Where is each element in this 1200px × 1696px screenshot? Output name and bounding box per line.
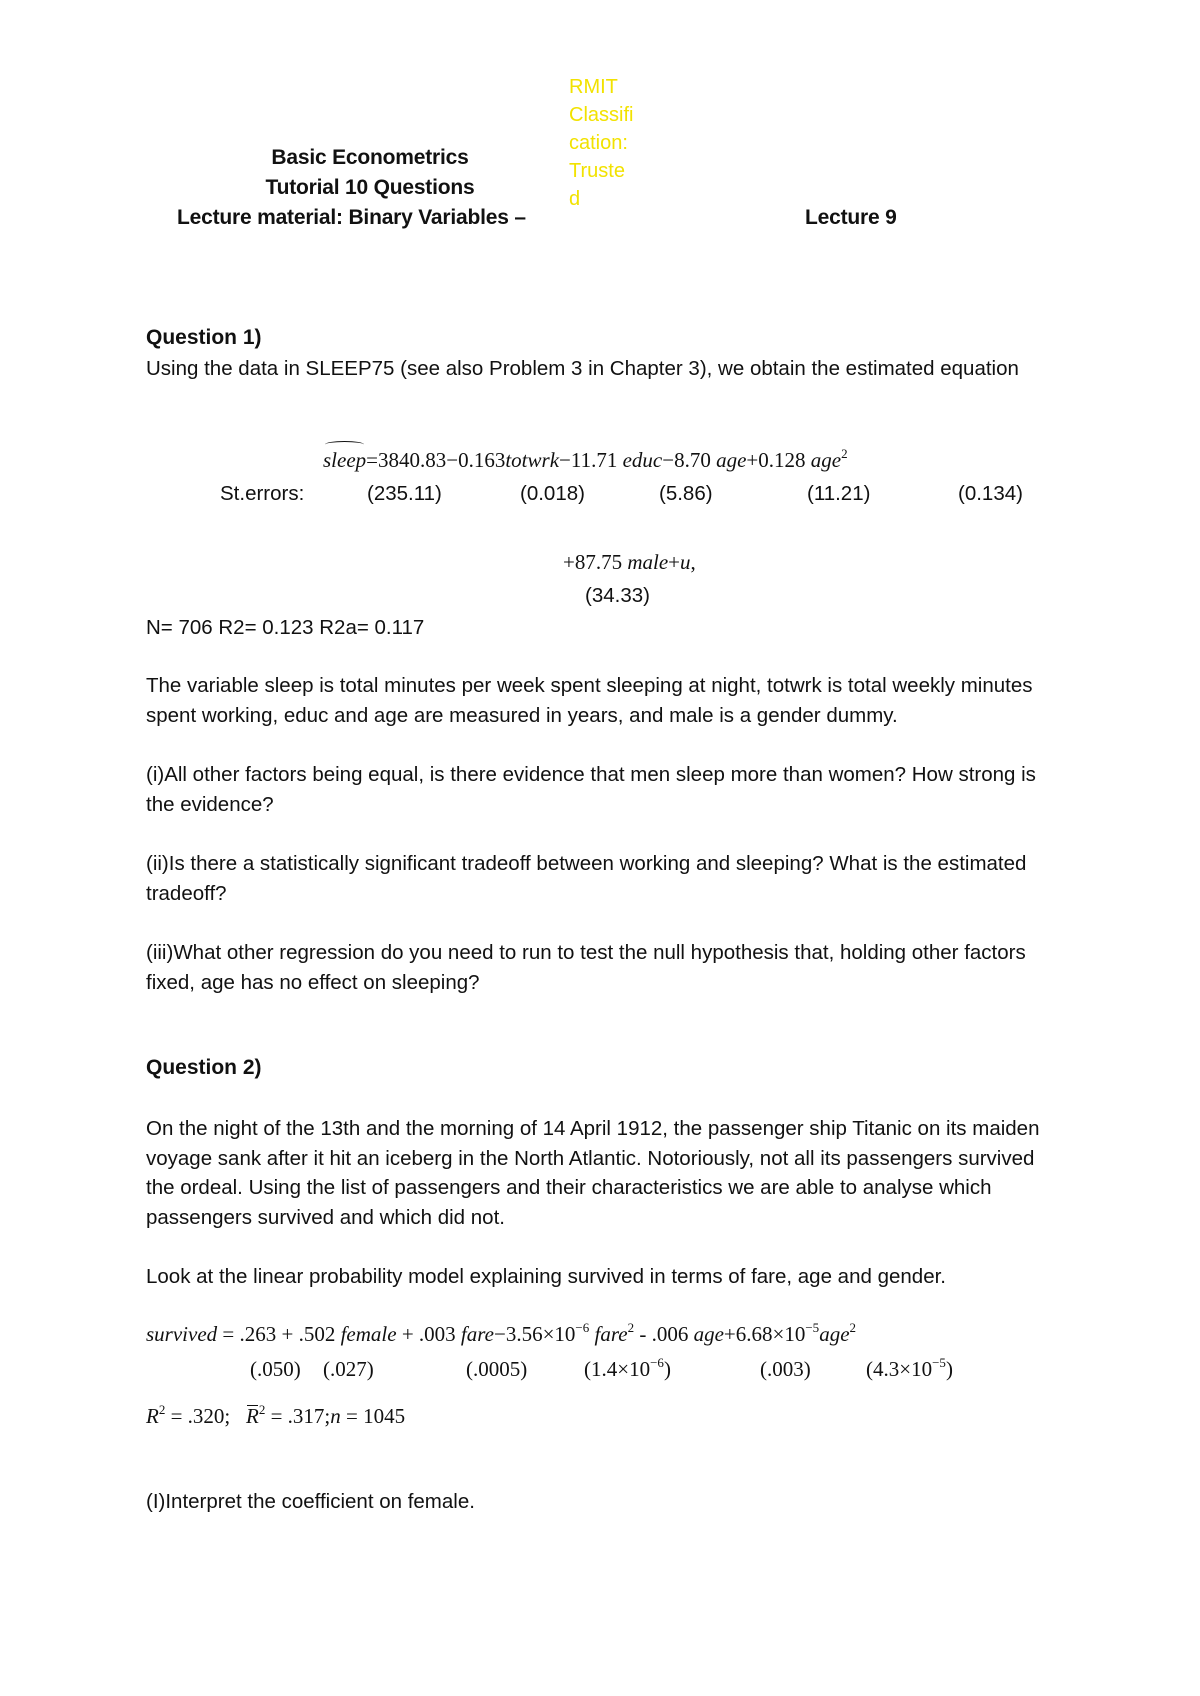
q1-part-iii: (iii)What other regression do you need to run to test the null hypothesis that, holding other factors fixed, age has no effect on sleeping? xyxy=(146,941,1026,994)
eq-coef: .502 xyxy=(298,1322,336,1346)
doc-subtitle: Tutorial 10 Questions xyxy=(265,176,475,199)
se-value: (.0005) xyxy=(466,1357,528,1381)
eq-end: , xyxy=(690,550,696,574)
q2-paragraph-2: Look at the linear probability model explaining survived in terms of fare, age and gender. xyxy=(146,1265,946,1288)
eq-coef: 3.56×10 xyxy=(505,1322,576,1346)
eq-op: + xyxy=(746,448,759,472)
se-value: (.050) xyxy=(250,1357,301,1381)
classification-line: Classifi xyxy=(569,104,634,126)
eq-var: u xyxy=(680,550,691,574)
q1-equation-cont xyxy=(563,550,696,575)
eq-coef: 0.163 xyxy=(458,448,506,472)
q2-paragraph-1: On the night of the 13th and the morning of 14 April 1912, the passenger ship Titanic on its maiden voyage sank after it hit an iceberg in the North Atlantic. Notoriously, not all its passengers survived the ordeal. Using the list of passengers and their characteristics we are able to analyse which passengers survived and which did not. xyxy=(146,1117,1040,1229)
eq-coef: 11.71 xyxy=(570,448,618,472)
se-value-sci xyxy=(584,1357,671,1382)
eq-exponent: 2 xyxy=(841,446,848,461)
q2-heading: Question 2) xyxy=(146,1056,262,1079)
r2-symbol: R xyxy=(146,1404,159,1428)
se-value: (11.21) xyxy=(807,482,871,505)
se-close: ) xyxy=(663,1357,671,1381)
r2-value: = .320; xyxy=(165,1404,231,1428)
eq-var: fare xyxy=(460,1322,494,1346)
eq-var: age xyxy=(716,448,747,472)
adj-r2-value: = .317; xyxy=(265,1404,331,1428)
q1-intro: Using the data in SLEEP75 (see also Problem 3 in Chapter 3), we obtain the estimated equation xyxy=(146,357,1019,380)
lecture-material: Lecture material: Binary Variables – xyxy=(177,206,526,229)
eq-op: + xyxy=(401,1322,414,1346)
se-value: (0.018) xyxy=(520,482,585,505)
lecture-number: Lecture 9 xyxy=(805,206,897,229)
eq-exponent: 2 xyxy=(849,1320,857,1335)
se-label: St.errors: xyxy=(220,482,305,505)
eq-var: female xyxy=(340,1322,397,1346)
se-value-sci xyxy=(866,1357,953,1382)
eq-op: + xyxy=(723,1322,736,1346)
eq-var: age xyxy=(810,448,842,472)
se-exponent: −6 xyxy=(650,1355,664,1370)
classification-line: cation: xyxy=(569,132,628,154)
se-value: (.027) xyxy=(323,1357,374,1381)
classification-line: Truste xyxy=(569,160,625,182)
doc-title: Basic Econometrics xyxy=(271,146,469,169)
eq-coef: 8.70 xyxy=(674,448,711,472)
eq-op: − xyxy=(493,1322,506,1346)
eq-op: − xyxy=(446,448,459,472)
eq-op: − xyxy=(662,448,675,472)
eq-coef: 0.128 xyxy=(758,448,806,472)
q2-equation xyxy=(146,1322,856,1347)
se-close: ) xyxy=(945,1357,953,1381)
r2-exponent: 2 xyxy=(158,1402,166,1417)
eq-coef: 87.75 xyxy=(574,550,623,574)
eq-op: − xyxy=(559,448,571,472)
eq-var: fare xyxy=(594,1322,628,1346)
se-value: (.003) xyxy=(760,1357,811,1381)
se-value: (0.134) xyxy=(958,482,1023,505)
q1-part-ii: (ii)Is there a statistically significant tradeoff between working and sleeping? What is the estimated tradeoff? xyxy=(146,852,1027,905)
se-value: (34.33) xyxy=(585,584,650,607)
eq-sign: = xyxy=(366,448,378,472)
eq-sign: = .263 + xyxy=(222,1322,294,1346)
eq-exponent: −6 xyxy=(575,1320,590,1335)
eq-exponent: −5 xyxy=(805,1320,820,1335)
se-mantissa: (4.3×10 xyxy=(866,1357,933,1381)
eq-coef: .003 xyxy=(418,1322,456,1346)
n-value: = 1045 xyxy=(340,1404,406,1428)
eq-var: educ xyxy=(622,448,663,472)
classification-line: RMIT xyxy=(569,76,618,98)
eq-op: + xyxy=(668,550,681,574)
adj-r2-symbol: R xyxy=(246,1404,259,1428)
eq-intercept: 3840.83 xyxy=(378,448,447,472)
eq-var: totwrk xyxy=(505,448,560,472)
q1-equation xyxy=(323,448,848,473)
eq-var: male xyxy=(627,550,669,574)
eq-coef: 6.68×10 xyxy=(735,1322,806,1346)
eq-op: + xyxy=(563,550,575,574)
classification-line: d xyxy=(569,188,581,210)
q1-heading: Question 1) xyxy=(146,326,262,349)
q2-part-i: (I)Interpret the coefficient on female. xyxy=(146,1490,475,1513)
se-value: (235.11) xyxy=(367,482,442,505)
eq-exponent: 2 xyxy=(627,1320,635,1335)
se-exponent: −5 xyxy=(932,1355,946,1370)
q1-part-i: (i)All other factors being equal, is there evidence that men sleep more than women? How strong is the evidence? xyxy=(146,763,1036,816)
q1-description: The variable sleep is total minutes per week spent sleeping at night, totwrk is total weekly minutes spent working, educ and age are measured in years, and male is a gender dummy. xyxy=(146,674,1033,727)
n-symbol: n xyxy=(330,1404,341,1428)
eq-var: age xyxy=(693,1322,724,1346)
se-value: (5.86) xyxy=(659,482,713,505)
eq-lhs: sleep xyxy=(323,448,367,472)
q1-stats: N= 706 R2= 0.123 R2a= 0.117 xyxy=(146,616,425,639)
eq-lhs: survived xyxy=(146,1322,218,1346)
adj-r2-exponent: 2 xyxy=(258,1402,266,1417)
eq-coef: .006 xyxy=(651,1322,689,1346)
eq-op: - xyxy=(639,1322,652,1346)
classification-label xyxy=(569,73,649,213)
q2-stats xyxy=(146,1404,405,1429)
eq-var: age xyxy=(819,1322,850,1346)
se-mantissa: (1.4×10 xyxy=(584,1357,651,1381)
